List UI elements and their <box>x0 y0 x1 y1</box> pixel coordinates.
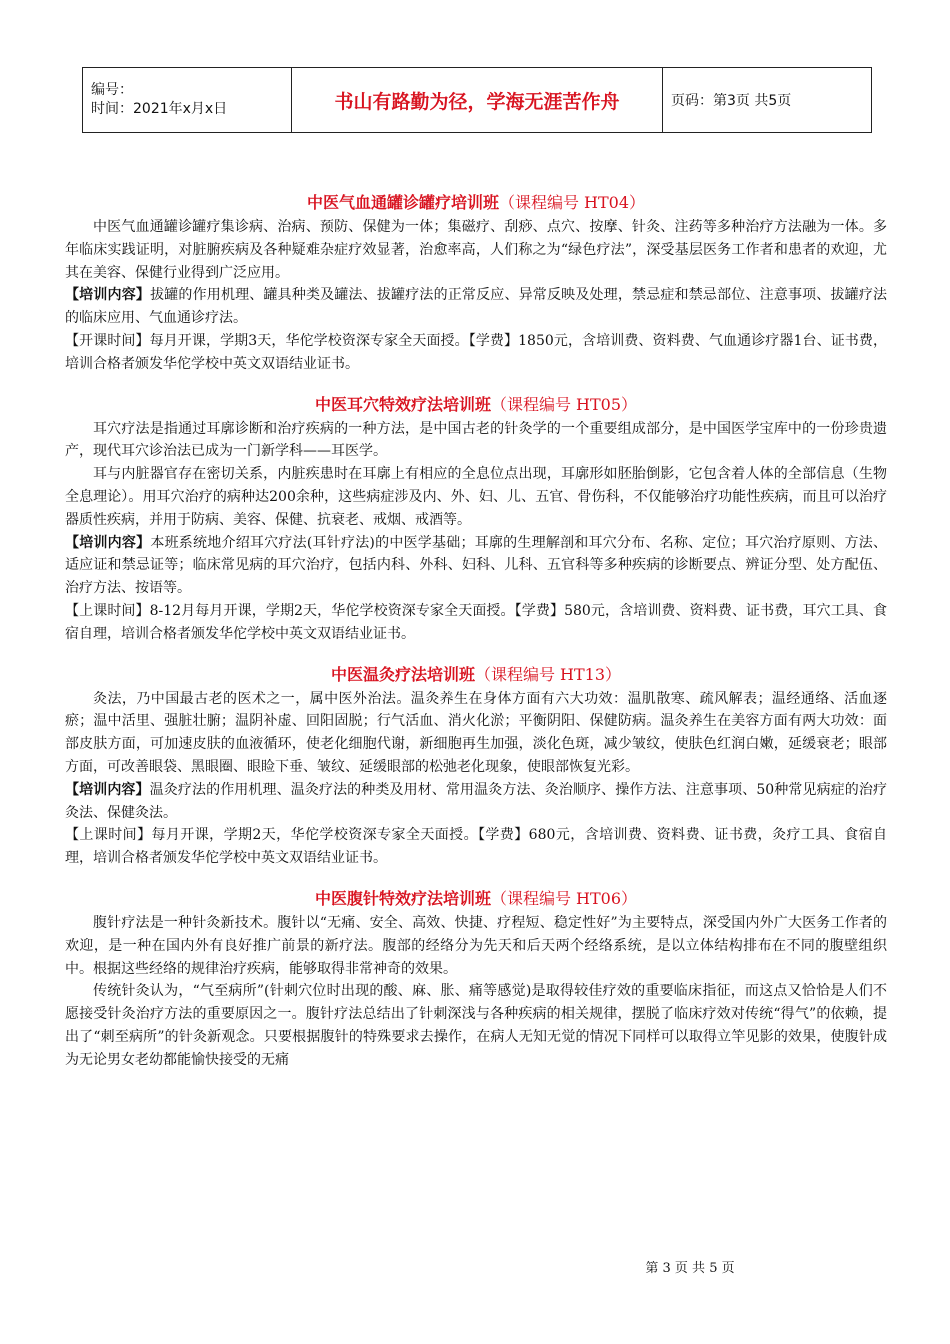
section-course-code: （课程编号 HT13） <box>474 664 622 684</box>
document-body <box>65 190 887 1072</box>
training-content <box>65 779 887 825</box>
section-paragraph: 腹针疗法是一种针灸新技术。腹针以“无痛、安全、高效、快捷、疗程短、稳定性好”为主要特点，深受国内外广大医务工作者的欢迎，是一种在国内外有良好推广前景的新疗法。腹部的经络分为先天和后天两个经络系统，是以立体结构排布在不同的腹壁组织中。根据这些经络的规律治疗疾病，能够取得非常神奇的效果。 <box>65 914 887 977</box>
section-title <box>65 886 887 912</box>
class-time-text: 8-12月每月开课，学期2天，华佗学校资深专家全天面授。【学费】580元，含培训费、资料费、证书费，耳穴工具、食宿自理，培训合格者颁发华佗学校中英文双语结业证书。 <box>65 602 888 642</box>
class-time <box>65 600 887 646</box>
document-date-label: 时间：2021年x月x日 <box>91 101 228 117</box>
training-content <box>65 284 887 330</box>
header-left-cell <box>83 68 292 133</box>
section-title-text: 中医腹针特效疗法培训班 <box>314 888 491 908</box>
header-table <box>82 67 872 133</box>
section-title <box>65 392 887 418</box>
section-paragraph: 传统针灸认为，“气至病所”(针刺穴位时出现的酸、麻、胀、痛等感觉)是取得较佳疗效的重要临床指征，而这点又恰恰是人们不愿接受针灸治疗方法的重要原因之一。腹针疗法总结出了针刺深浅与各种疾病的相关规律，摆脱了临床疗效对传统“得气”的依赖，提出了“刺至病所”的针灸新观念。只要根据腹针的特殊要求去操作，在病人无知无觉的情况下同样可以取得立竿见影的效果，使腹针成为无论男女老幼都能愉快接受的无痛 <box>65 983 887 1068</box>
training-content-text: 温灸疗法的作用机理、温灸疗法的种类及用材、常用温灸方法、灸治顺序、操作方法、注意事项、50种常见病症的治疗灸法、保健灸法。 <box>65 781 888 821</box>
class-time-label: 【上课时间】 <box>65 827 152 844</box>
class-time-label: 【上课时间】 <box>65 602 150 619</box>
section-course-code: （课程编号 HT06） <box>490 888 638 908</box>
section-course-code: （课程编号 HT04） <box>498 193 646 212</box>
training-content-label: 【培训内容】 <box>65 287 151 304</box>
class-time <box>65 824 887 870</box>
section-paragraph: 灸法，乃中国最古老的医术之一，属中医外治法。温灸养生在身体方面有六大功效：温肌散寒、疏风解表；温经通络、活血逐瘀；温中活里、强脏壮腑；温阴补虚、回阳固脱；行气活血、消火化淤；平衡阴阳、保健防病。温灸养生在美容方面有两大功效：面部皮肤方面，可加速皮肤的血液循环，使老化细胞代谢，新细胞再生加强，淡化色斑，减少皱纹，使肤色红润白嫩，延缓衰老；眼部方面，可改善眼袋、黑眼圈、眼睑下垂、皱纹、延缓眼部的松弛老化现象，使眼部恢复光彩。 <box>65 690 887 775</box>
section-paragraph: 耳穴疗法是指通过耳廓诊断和治疗疾病的一种方法，是中国古老的针灸学的一个重要组成部分，是中国医学宝库中的一份珍贵遗产，现代耳穴诊治法已成为一门新学科——耳医学。 <box>65 420 887 460</box>
section-course-code: （课程编号 HT05） <box>490 394 638 414</box>
section-title <box>65 190 887 216</box>
header-motto: 书山有路勤为径，学海无涯苦作舟 <box>292 68 663 133</box>
page-footer: 第 3 页 共 5 页 <box>645 1261 735 1276</box>
class-time-text: 每月开课，学期2天，华佗学校资深专家全天面授。【学费】680元，含培训费、资料费、证书费，灸疗工具、食宿自理，培训合格者颁发华佗学校中英文双语结业证书。 <box>65 827 887 867</box>
section-title-text: 中医气血通罐诊罐疗培训班 <box>306 193 499 212</box>
training-content <box>65 532 887 600</box>
section-title-text: 中医温灸疗法培训班 <box>330 664 475 684</box>
class-time-label: 【开课时间】 <box>65 332 150 349</box>
training-content-text: 拔罐的作用机理、罐具种类及罐法、拔罐疗法的正常反应、异常反映及处理，禁忌症和禁忌部位、注意事项、拔罐疗法的临床应用、气血通诊疗法。 <box>65 287 888 327</box>
class-time <box>65 330 887 376</box>
section-title <box>65 662 887 688</box>
training-content-label: 【培训内容】 <box>65 781 150 798</box>
section-paragraph: 中医气血通罐诊罐疗集诊病、治病、预防、保健为一体；集磁疗、刮痧、点穴、按摩、针灸、注药等多种治疗方法融为一体。多年临床实践证明，对脏腑疾病及各种疑难杂症疗效显著，治愈率高，人们称之为“绿色疗法”，深受基层医务工作者和患者的欢迎，尤其在美容、保健行业得到广泛应用。 <box>65 219 887 281</box>
document-number-label: 编号： <box>91 82 133 98</box>
section-title-text: 中医耳穴特效疗法培训班 <box>314 394 491 414</box>
section-paragraph: 耳与内脏器官存在密切关系，内脏疾患时在耳廓上有相应的全息位点出现，耳廓形如胚胎倒影，它包含着人体的全部信息（生物全息理论）。用耳穴治疗的病种达200余种，这些病症涉及内、外、妇、儿、五官、骨伤科，不仅能够治疗功能性疾病，而且可以治疗器质性疾病，并用于防病、美容、保健、抗衰老、戒烟、戒酒等。 <box>65 466 887 528</box>
class-time-text: 每月开课，学期3天，华佗学校资深专家全天面授。【学费】1850元，含培训费、资料费、气血通诊疗器1台、证书费，培训合格者颁发华佗学校中英文双语结业证书。 <box>65 332 887 372</box>
training-content-text: 本班系统地介绍耳穴疗法(耳针疗法)的中医学基础；耳廓的生理解剖和耳穴分布、名称、定位；耳穴治疗原则、方法、适应证和禁忌证等；临床常见病的耳穴治疗，包括内科、外科、妇科、儿科、五官科等多种疾病的诊断要点、辨证分型、处方配伍、治疗方法、按语等。 <box>65 534 888 597</box>
header-page-label: 页码：第3页 共5页 <box>663 68 872 133</box>
training-content-label: 【培训内容】 <box>65 534 151 551</box>
